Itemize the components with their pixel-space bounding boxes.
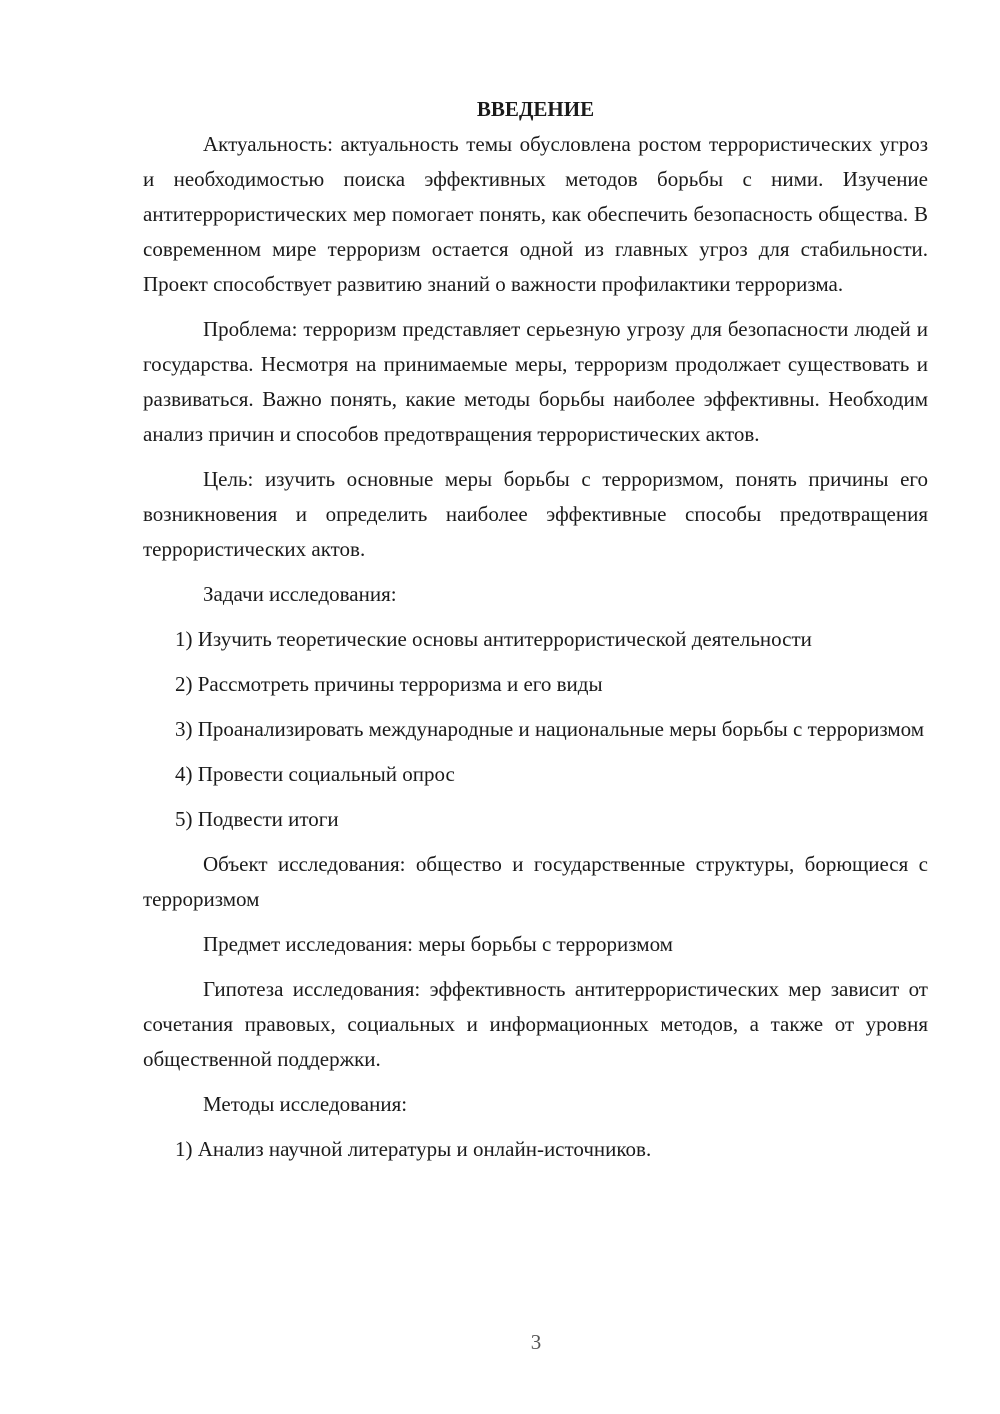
relevance-paragraph: Актуальность: актуальность темы обусловлена ростом террористических угроз и необходимостью поиска эффективных методов борьбы с ними. Изучение антитеррористических мер помогает понять, как обеспечить безопасность общества. В современном мире терроризм остается одной из главных угроз для стабильности. Проект способствует развитию знаний о важности профилактики терроризма. bbox=[143, 132, 928, 296]
hypothesis-paragraph: Гипотеза исследования: эффективность антитеррористических мер зависит от сочетания правовых, социальных и информационных методов, а также от уровня общественной поддержки. bbox=[143, 977, 928, 1071]
problem-paragraph: Проблема: терроризм представляет серьезную угрозу для безопасности людей и государства. Несмотря на принимаемые меры, терроризм продолжает существовать и развиваться. Важно понять, какие методы борьбы наиболее эффективны. Необходим анализ причин и способов предотвращения террористических актов. bbox=[143, 317, 928, 446]
page-number: 3 bbox=[530, 1330, 542, 1354]
task-item-5: 5) Подвести итоги bbox=[175, 807, 339, 831]
task-item-4: 4) Провести социальный опрос bbox=[175, 762, 455, 786]
section-title: ВВЕДЕНИЕ bbox=[476, 97, 595, 121]
subject-paragraph: Предмет исследования: меры борьбы с терроризмом bbox=[203, 932, 673, 956]
document-page bbox=[143, 92, 928, 1177]
goal-paragraph: Цель: изучить основные меры борьбы с терроризмом, понять причины его возникновения и определить наиболее эффективные способы предотвращения террористических актов. bbox=[143, 467, 928, 561]
method-item-1: 1) Анализ научной литературы и онлайн-источников. bbox=[175, 1137, 652, 1161]
task-item-1: 1) Изучить теоретические основы антитеррористической деятельности bbox=[175, 627, 812, 651]
tasks-heading: Задачи исследования: bbox=[203, 582, 397, 606]
methods-heading: Методы исследования: bbox=[203, 1092, 408, 1116]
task-item-3: 3) Проанализировать международные и национальные меры борьбы с терроризмом bbox=[175, 717, 925, 741]
task-item-2: 2) Рассмотреть причины терроризма и его виды bbox=[175, 672, 603, 696]
object-paragraph: Объект исследования: общество и государственные структуры, борющиеся с терроризмом bbox=[143, 852, 928, 911]
